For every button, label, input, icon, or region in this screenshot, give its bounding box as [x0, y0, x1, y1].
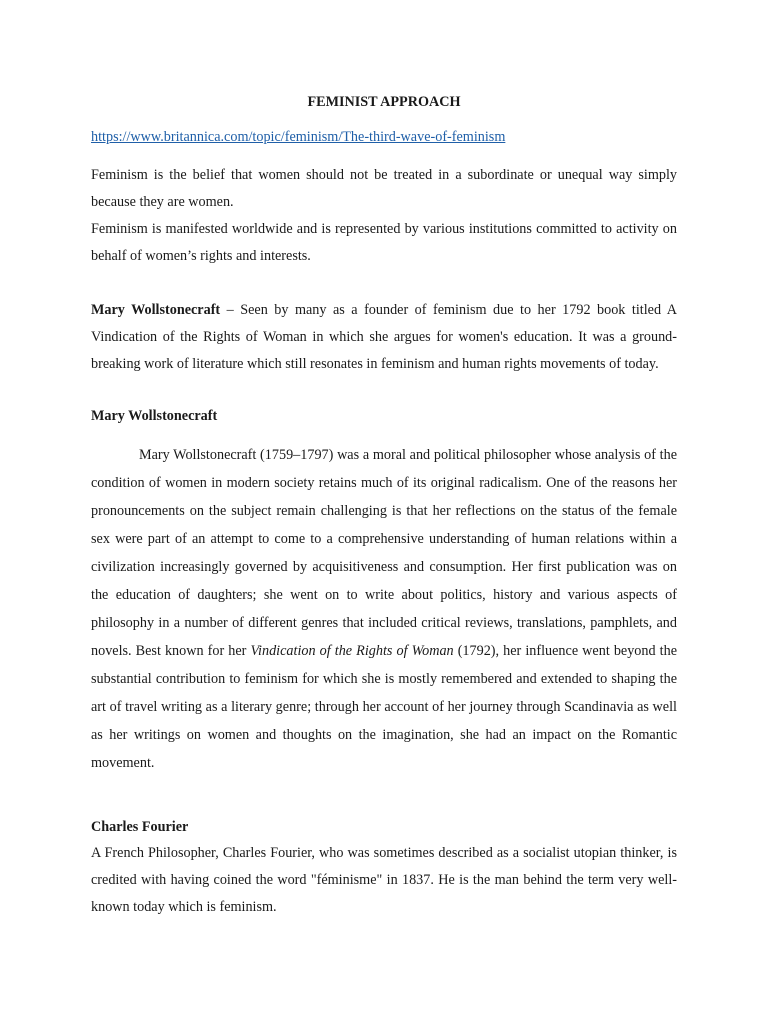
wollstonecraft-bio-paragraph: [91, 441, 677, 777]
fourier-heading: Charles Fourier: [91, 819, 189, 835]
wollstonecraft-bio-part-1: Mary Wollstonecraft (1759–1797) was a moral and political philosopher whose analysis of the condition of women in modern society retains much of its original radicalism. One of the reasons her pronouncements on the subject remain challenging is that her reflections on the status of the female sex were part of an attempt to come to a comprehensive understanding of human relations within a civilization increasingly governed by acquisitiveness and consumption. Her first publication was on the education of daughters; she went on to write about politics, history and various aspects of philosophy in a number of different genres that included critical reviews, translations, pamphlets, and novels. Best known for her: [91, 447, 677, 659]
wollstonecraft-bio-part-2: (1792), her influence went beyond the substantial contribution to feminism for which she is mostly remembered and extended to shaping the art of travel writing as a literary genre; through her account of her journey through Scandinavia as well as her writings on women and thoughts on the imagination, she had an impact on the Romantic movement.: [91, 643, 677, 771]
fourier-section: [91, 840, 677, 921]
wollstonecraft-summary-paragraph: [91, 297, 677, 378]
wollstonecraft-summary: [91, 297, 677, 378]
britannica-link[interactable]: https://www.britannica.com/topic/feminism/The-third-wave-of-feminism: [91, 129, 506, 145]
wollstonecraft-bio: [91, 441, 677, 777]
wollstonecraft-summary-name: Mary Wollstonecraft: [91, 302, 221, 318]
intro-paragraph-1: Feminism is the belief that women should not be treated in a subordinate or unequal way simply because they are women.: [91, 167, 677, 210]
wollstonecraft-heading: Mary Wollstonecraft: [91, 408, 218, 424]
intro-paragraph-2: Feminism is manifested worldwide and is represented by various institutions committed to activity on behalf of women’s rights and interests.: [91, 221, 677, 264]
fourier-paragraph: A French Philosopher, Charles Fourier, who was sometimes described as a socialist utopian thinker, is credited with having coined the word "féminisme" in 1837. He is the man behind the term very well-known today which is feminism.: [91, 845, 677, 915]
intro-section: [91, 162, 677, 270]
vindication-book-title: Vindication of the Rights of Woman: [250, 643, 454, 659]
document-title: FEMINIST APPROACH: [307, 94, 461, 110]
wollstonecraft-summary-text: – Seen by many as a founder of feminism due to her 1792 book titled A Vindication of the Rights of Woman in which she argues for women's education. It was a ground-breaking work of literature which still resonates in feminism and human rights movements of today.: [91, 302, 677, 372]
